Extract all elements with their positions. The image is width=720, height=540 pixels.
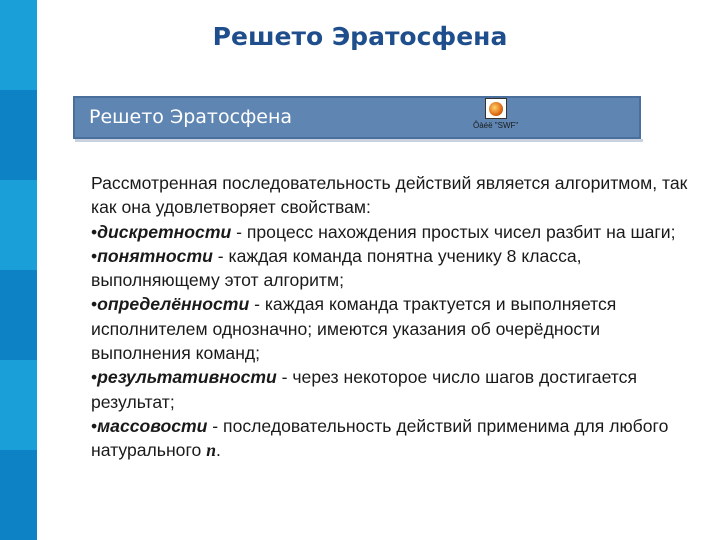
bullet: •	[91, 367, 98, 388]
property-term: массовости	[97, 415, 208, 436]
property-description: - процесс нахождения простых чисел разбит на шаги;	[231, 221, 676, 242]
property-item-determinacy	[71, 292, 691, 365]
bullet: •	[91, 221, 98, 242]
property-description: - через некоторое число шагов достигается результат;	[91, 367, 637, 412]
side-bar-segment	[0, 360, 37, 450]
header-shadow	[75, 139, 643, 142]
side-bar-segment	[0, 180, 37, 270]
header-title: Решето Эратосфена	[89, 106, 293, 128]
bullet: •	[91, 294, 98, 315]
bullet: •	[91, 245, 98, 266]
side-bar-segment	[0, 450, 37, 540]
side-decoration-bar	[0, 0, 37, 540]
property-description: - каждая команда трактуется и выполняется исполнителем однозначно; имеются указания об очерёдности выполнения команд;	[91, 294, 617, 364]
body-text	[71, 171, 691, 463]
property-item-understandability	[71, 244, 691, 293]
property-description: - последовательность действий применима для любого натурального	[91, 415, 669, 461]
swf-icon-graphic	[489, 102, 503, 116]
property-item-mass-character	[71, 414, 691, 463]
side-bar-segment	[0, 90, 37, 180]
sentence-end: .	[215, 440, 221, 461]
slide-title: Решето Эратосфена	[212, 22, 508, 51]
property-term: понятности	[97, 245, 213, 266]
swf-file-icon[interactable]	[485, 98, 507, 119]
header-banner	[73, 96, 641, 139]
property-term: результативности	[97, 367, 277, 388]
side-bar-segment	[0, 270, 37, 360]
intro-text: Рассмотренная последовательность действий является алгоритмом, так как она удовлетворяет свойствам:	[91, 173, 688, 218]
variable-n: n	[206, 440, 216, 461]
property-item-discreteness	[71, 220, 691, 244]
swf-file-caption: Ôàéë "SWF"	[473, 121, 519, 130]
property-term: дискретности	[97, 221, 232, 242]
property-description: - каждая команда понятна ученику 8 класса, выполняющему этот алгоритм;	[91, 245, 582, 291]
property-term: определённости	[97, 294, 250, 315]
property-item-effectiveness	[71, 365, 691, 414]
intro-paragraph	[71, 171, 691, 220]
bullet: •	[91, 415, 98, 436]
